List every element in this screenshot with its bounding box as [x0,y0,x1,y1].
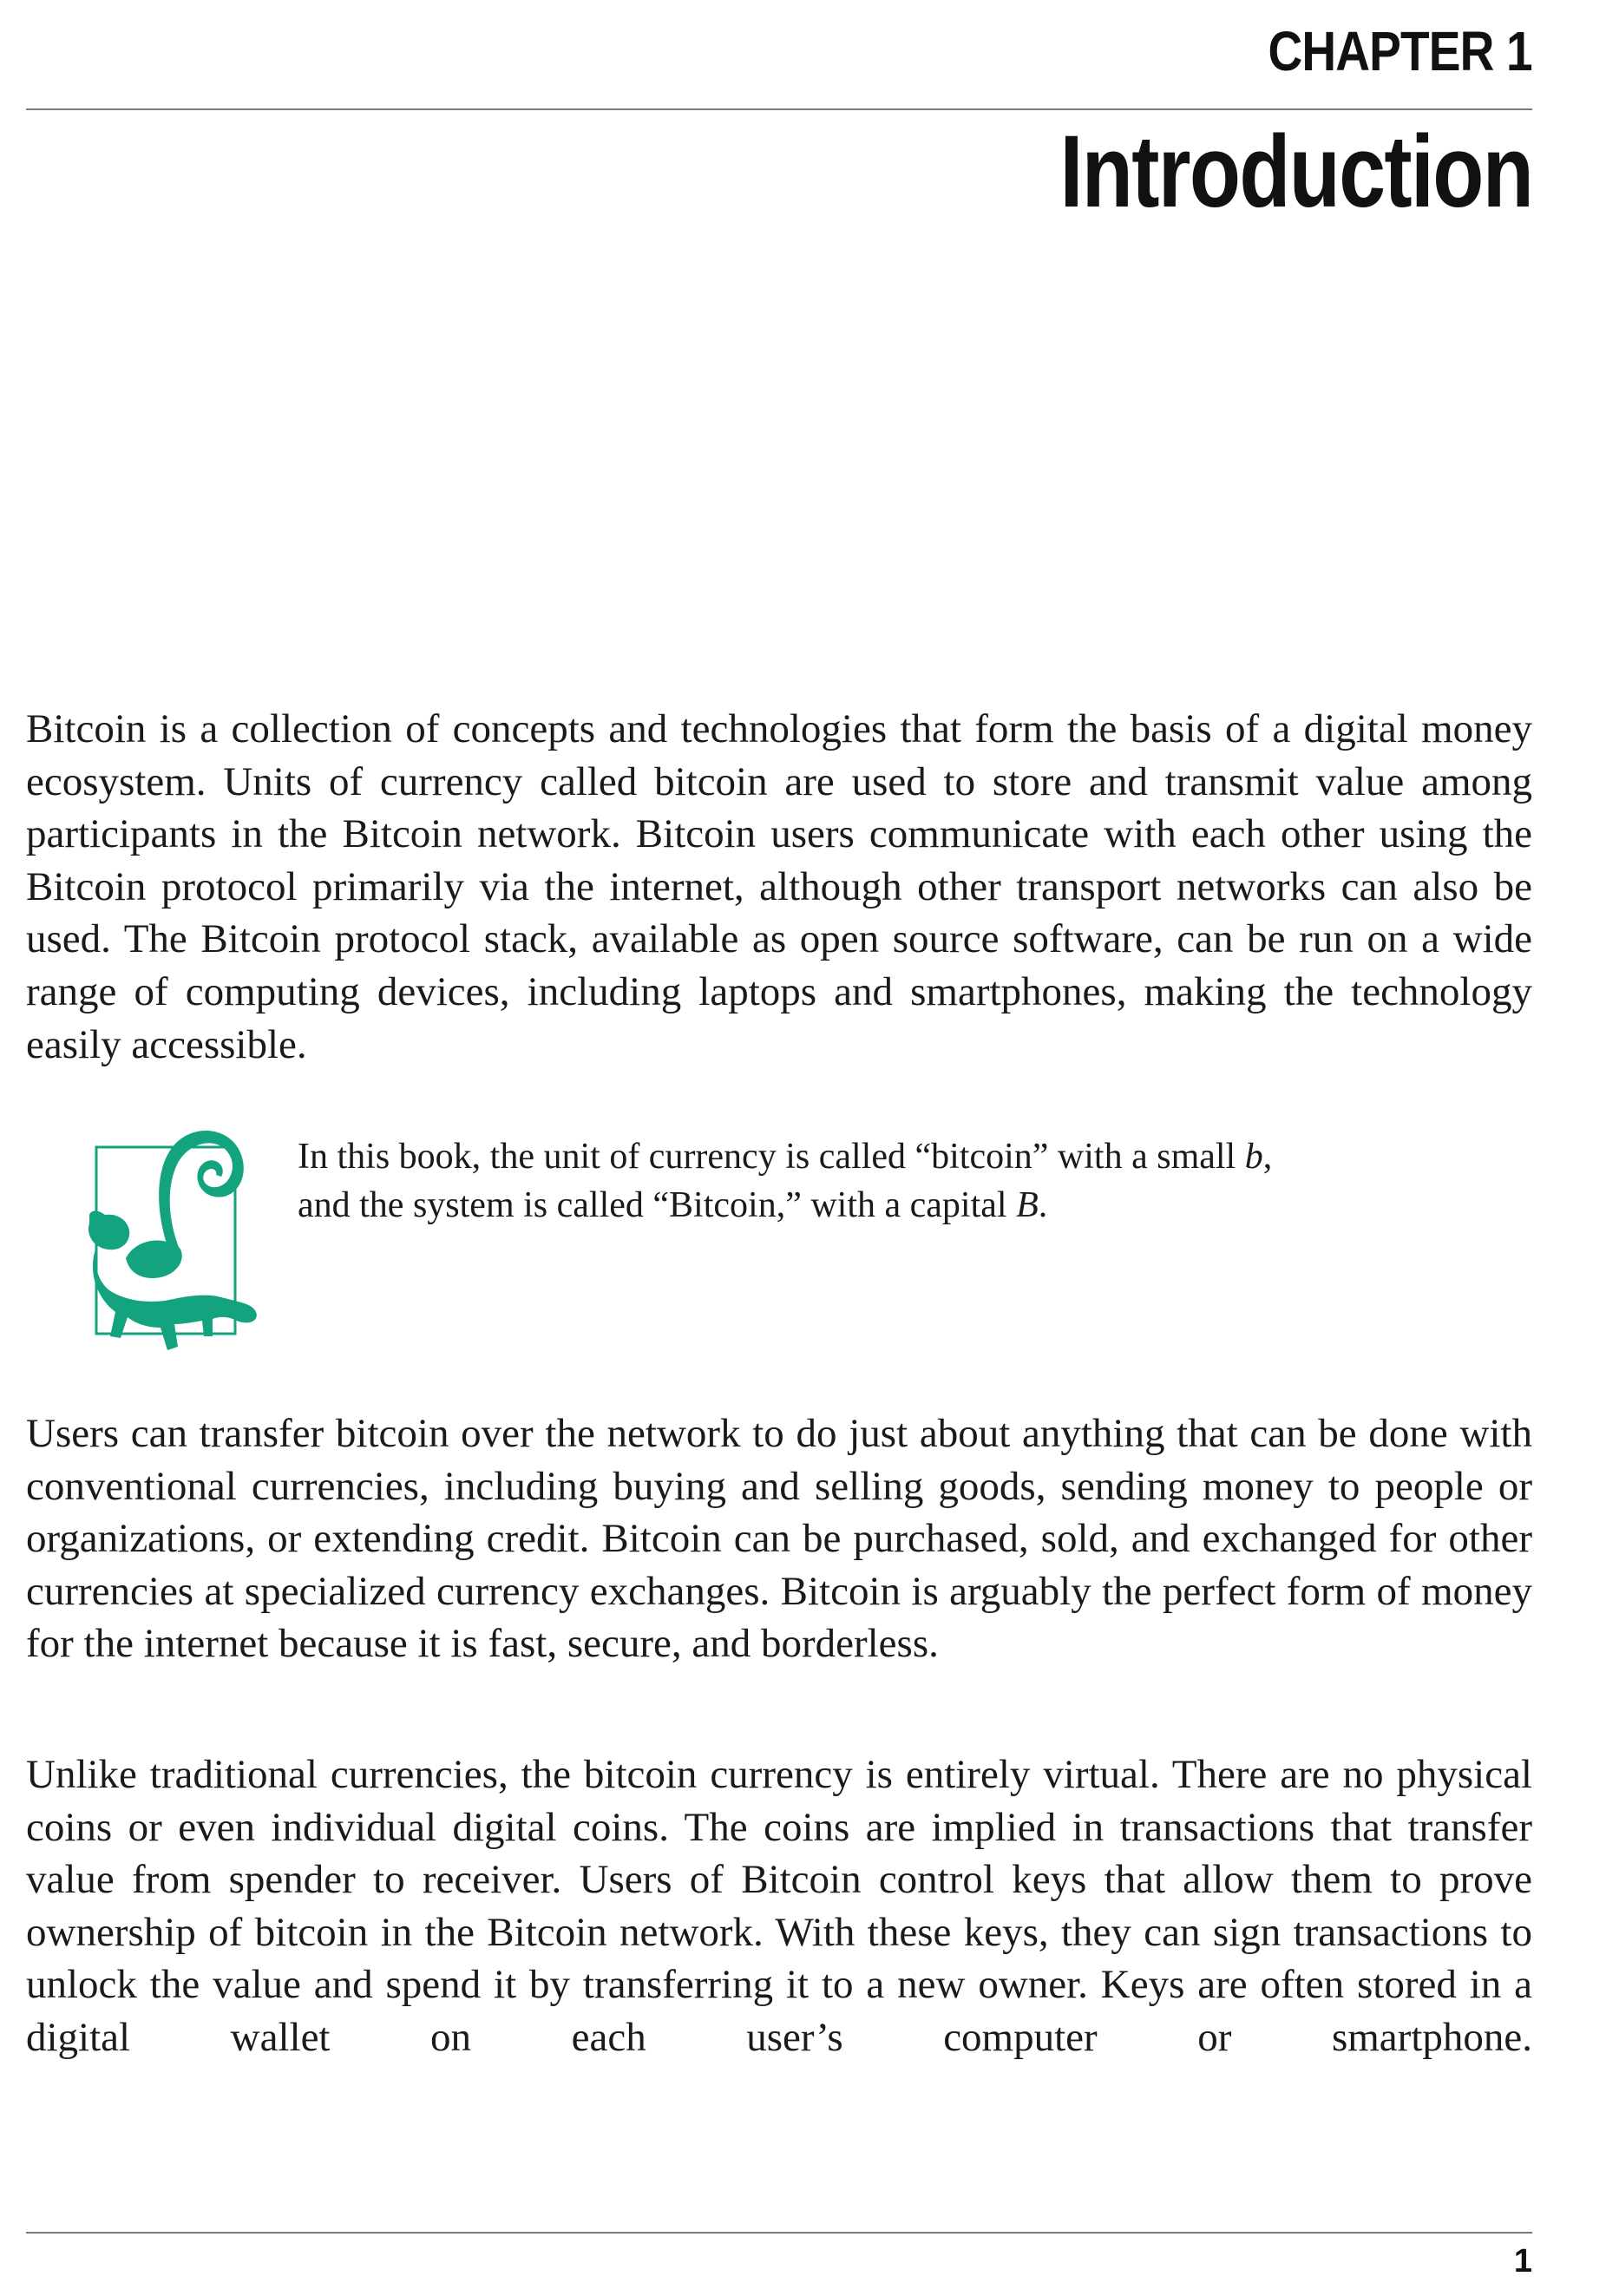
footer-divider [26,2232,1532,2234]
chapter-title: Introduction [1059,115,1532,229]
body-paragraph-2: Users can transfer bitcoin over the network to do just about anything that can be done with conventional currencies, including buying and selling goods, sending money to people or organizations, or extending credit. Bitcoin can be purchased, sold, and exchanged for other currencies at specialized currency exchanges. Bitcoin is arguably the perfect form of money for the internet because it is fast, secure, and borderless. [26,1411,1532,1667]
note-text: In this book, the unit of currency is called “bitcoin” with a small b, and the system is called “Bitcoin,” with a capital B. [298,1137,1273,1225]
body-paragraph-1: Bitcoin is a collection of concepts and technologies that form the basis of a digital money ecosystem. Units of currency called bitcoin are used to store and transmit value among participants in the Bitcoin network. Bitcoin users communicate with each other using the Bitcoin protocol primarily via the internet, although other transport networks can also be used. The Bitcoin protocol stack, available as open source software, can be run on a wide range of computing devices, including laptops and smartphones, making the technology easily accessible. [26,706,1532,1067]
chapter-label: CHAPTER 1 [1268,20,1532,82]
body-paragraph-3: Unlike traditional currencies, the bitcoin currency is entirely virtual. There are no physical coins or even individual digital coins. The coins are implied in transactions that transfer value from spender to receiver. Users of Bitcoin control keys that allow them to prove ownership of bitcoin in the Bitcoin network. With these keys, they can sign transactions to unlock the value and spend it by transferring it to a new owner. Keys are often stored in a digital wallet on each user’s computer or smartphone. [26,1752,1532,2060]
header-divider [26,108,1532,110]
lemur-tip-icon [82,1119,265,1362]
page-number: 1 [1513,2243,1532,2280]
